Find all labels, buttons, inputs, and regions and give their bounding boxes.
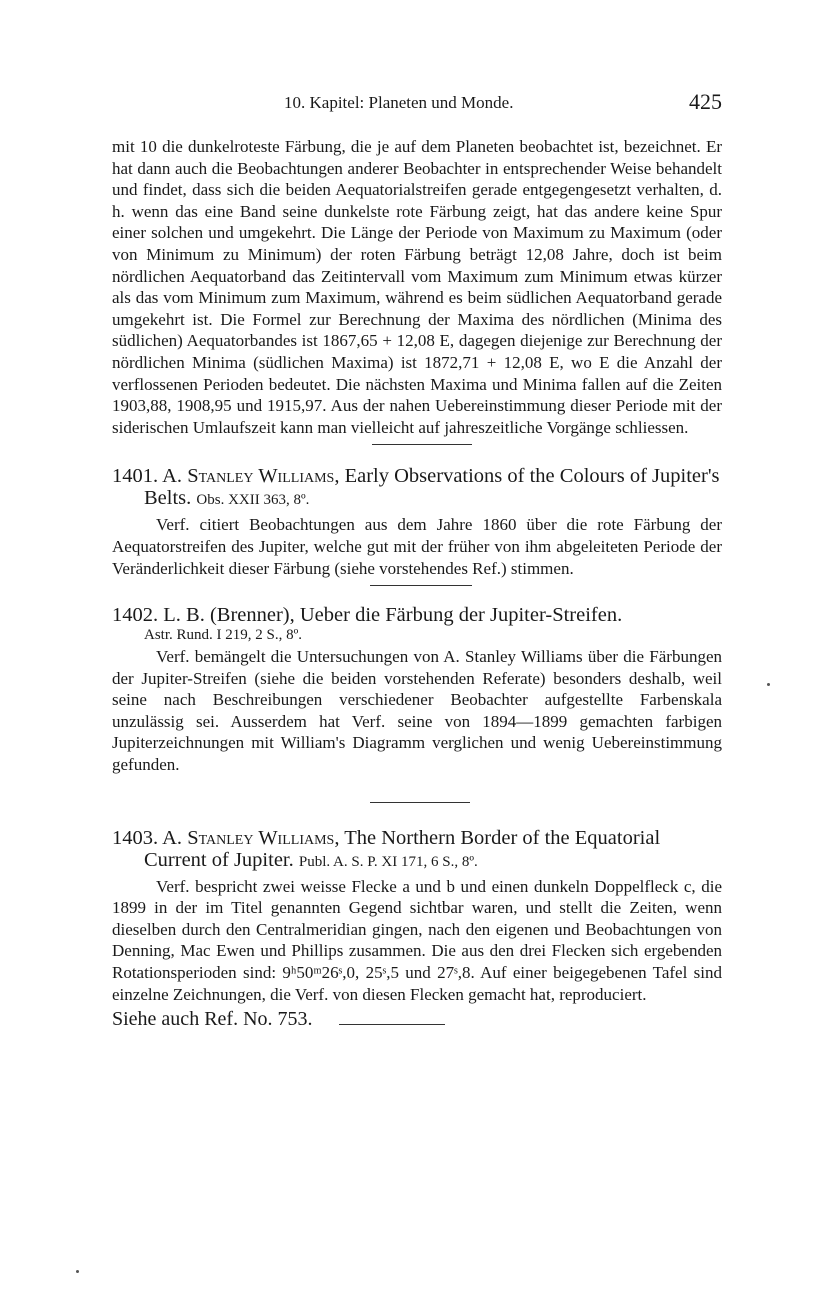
- entry-author: L. B. (Brenner),: [163, 604, 295, 627]
- entry-source: Astr. Rund. I 219, 2 S., 8º.: [144, 627, 302, 644]
- section-rule: [370, 585, 472, 586]
- intro-paragraph: mit 10 die dunkelroteste Färbung, die je auf dem Planeten beobachtet ist, bezeichnet. Er hat dann auch die Beobachtungen anderer Beobachter in entsprechender Weise behandelt und findet, dass sich die beiden Aequatorialstreifen gerade entgegengesetzt verhalten, d. h. wenn das eine Band seine dunkelste rote Färbung zeigt, hat das andere keine Spur einer solchen und umgekehrt. Die Länge der Periode von Maximum zu Maximum (oder von Minimum zu Minimum) der roten Färbung beträgt 12,08 Jahre, doch ist beim nördlichen Aequatorband das Zeitintervall vom Maximum zum Minimum etwas kürzer als das vom Minimum zum Maximum, während es beim südlichen Aequatorband gerade umgekehrt ist. Die Formel zur Berechnung der Maxima des nördlichen (Minima des südlichen) Aequatorbandes ist 1867,65 + 12,08 E, dagegen diejenige zur Berechnung der nördlichen Minima (südlichen Maxima) ist 1872,71 + 12,08 E, wo E die Anzahl der verflossenen Perioden bedeutet. Die nächsten Maxima und Minima fallen auf die Zeiten 1903,88, 1908,95 und 1915,97. Aus der nahen Uebereinstimmung dieser Periode mit der siderischen Umlaufszeit kann man vielleicht auf jahreszeitliche Vorgänge schliessen.: [112, 137, 722, 437]
- entry-1401: [112, 465, 722, 586]
- entry-author: Stanley Williams,: [187, 826, 340, 849]
- see-also-rule: [339, 1024, 445, 1025]
- section-rule: [370, 802, 470, 803]
- entry-number: 1402.: [112, 604, 159, 627]
- entry-title: [112, 604, 722, 626]
- page-number: 425: [689, 89, 722, 114]
- entry-1403: [112, 827, 722, 1006]
- entry-source: Obs. XXII 363, 8º.: [196, 492, 310, 509]
- entry-1402: [112, 604, 722, 803]
- entry-title-text: Early Observations of the Colours of Jupiter's Belts.: [144, 465, 720, 510]
- section-rule: [372, 444, 472, 445]
- see-also-text: Siehe auch Ref. No. 753.: [112, 1008, 313, 1031]
- entry-abstract: Verf. bespricht zwei weisse Flecke a und b und einen dunkeln Doppelfleck c, die 1899 in der im Titel genannten Gegend sichtbar waren, und stellt die Zeiten, wenn dieselben durch den Centralmeridian gingen, nach den eigenen und Beobachtungen von Denning, Mac Ewen und Phillips zusammen. Die aus den drei Flecken sich ergebenden Rotationsperioden sind: 9ʰ50ᵐ26ˢ,0, 25ˢ,5 und 27ˢ,8. Auf einer beigegebenen Tafel sind einzelne Zeichnungen, die Verf. von diesen Flecken gemacht hat, reproduciert.: [112, 876, 722, 1004]
- entry-title-text: Ueber die Färbung der Jupiter-Streifen.: [299, 604, 623, 627]
- entry-source: Publ. A. S. P. XI 171, 6 S., 8º.: [298, 853, 478, 870]
- margin-speck: [76, 1270, 79, 1273]
- entry-abstract: Verf. citiert Beobachtungen aus dem Jahre 1860 über die rote Färbung der Aequatorstreifen des Jupiter, welche gut mit der früher von ihm abgeleiteten Periode der Veränderlichkeit dieser Färbung (siehe vorstehendes Ref.) stimmen.: [112, 515, 722, 578]
- page-header: [112, 89, 722, 119]
- entry-abstract: Verf. bemängelt die Untersuchungen von A. Stanley Williams über die Färbungen der Jupiter-Streifen (siehe die beiden vorstehenden Referate) besonders deshalb, weil seine nach Beschreibungen verschiedener Beobachter aufgestellte Farbenskala unzulässig sei. Ausserdem hat Verf. seine von 1894—1899 gemachten farbigen Jupiterzeichnungen mit William's Diagramm verglichen und wenig Uebereinstimmung gefunden.: [112, 647, 722, 775]
- entry-author: Stanley Williams,: [187, 465, 340, 488]
- entry-title: [112, 827, 722, 873]
- page-body: [112, 136, 722, 1031]
- margin-speck: [767, 683, 770, 686]
- entry-title-text: The Northern Border of the Equatorial Current of Jupiter.: [144, 826, 661, 871]
- entry-number: 1403.: [112, 826, 159, 849]
- entry-number: 1401.: [112, 465, 159, 488]
- see-also-line: [112, 1007, 722, 1031]
- running-title: 10. Kapitel: Planeten und Monde.: [284, 93, 514, 112]
- entry-author-initial: A.: [162, 465, 183, 488]
- entry-author-initial: A.: [162, 826, 183, 849]
- entry-title: [112, 465, 722, 511]
